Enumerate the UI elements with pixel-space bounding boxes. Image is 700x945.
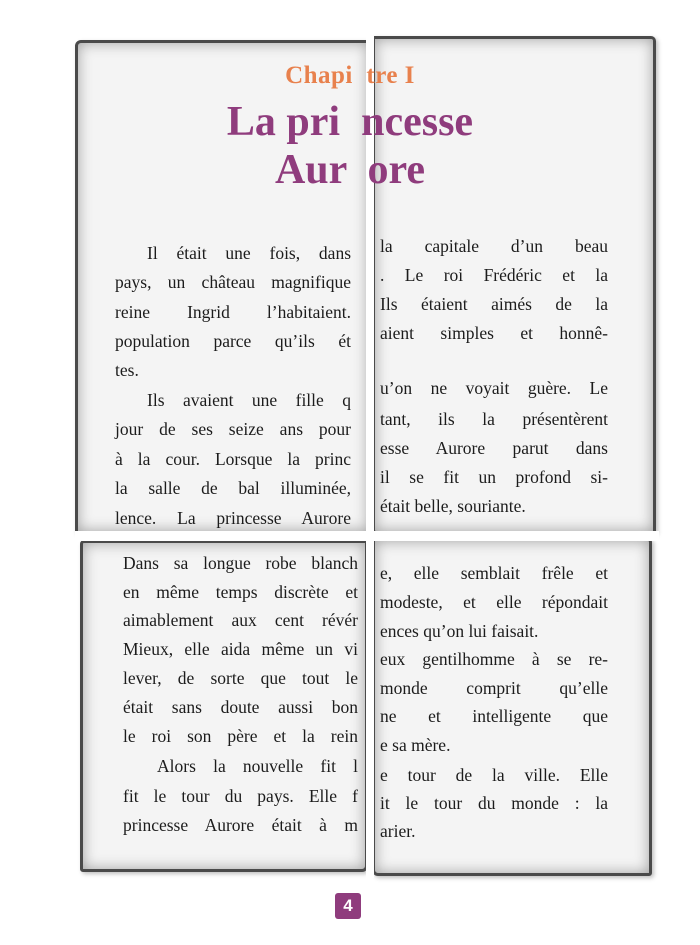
text-line: Dans sa longue robe blanch (123, 553, 358, 573)
text-line: Ils étaient aimés de la (380, 294, 608, 314)
text-line: eux gentilhomme à se re- (380, 649, 608, 669)
text-line: esse Aurore parut dans (380, 438, 608, 458)
text-line: tant, ils la présentèrent (380, 409, 608, 429)
text-line: princesse Aurore était à m (123, 815, 358, 835)
text-line: le roi son père et la rein (123, 726, 358, 746)
text-line: en même temps discrète et (123, 582, 358, 602)
text-line: it le tour du monde : la (380, 793, 608, 813)
text-line: était belle, souriante. (380, 496, 526, 516)
text-line: aient simples et honnê- (380, 323, 608, 343)
text-line: lence. La princesse Aurore (115, 508, 351, 528)
text-line: la salle de bal illuminée, (115, 478, 351, 498)
page-number-badge: 4 (335, 893, 361, 919)
text-line: tes. (115, 360, 139, 380)
text-line: la capitale d’un beau (380, 236, 608, 256)
text-line: Alors la nouvelle fit l (157, 756, 358, 776)
text-line: aimablement aux cent révér (123, 610, 358, 630)
text-line: ne et intelligente que (380, 706, 608, 726)
text-line: lever, de sorte que tout le (123, 668, 358, 688)
text-line: . Le roi Frédéric et la (380, 265, 608, 285)
text-line: modeste, et elle répondait (380, 592, 608, 612)
text-line: Mieux, elle aida même un vi (123, 639, 358, 659)
text-line: u’on ne voyait guère. Le (380, 378, 608, 398)
text-line: e tour de la ville. Elle (380, 765, 608, 785)
text-line: Ils avaient une fille q (147, 390, 351, 410)
chapter-title-line-2: Aur ore (274, 147, 426, 193)
text-line: e sa mère. (380, 735, 451, 755)
text-line: pays, un château magnifique (115, 272, 351, 292)
text-line: monde comprit qu’elle (380, 678, 608, 698)
text-line: il se fit un profond si- (380, 467, 608, 487)
chapter-title-line-1: La pri ncesse (226, 99, 474, 145)
text-line: Il était une fois, dans (147, 243, 351, 263)
text-line: fit le tour du pays. Elle f (123, 786, 358, 806)
text-line: population parce qu’ils ét (115, 331, 351, 351)
horizontal-tear (75, 531, 659, 541)
text-line: ences qu’on lui faisait. (380, 621, 539, 641)
text-line: reine Ingrid l’habitaient. (115, 302, 351, 322)
text-line: e, elle semblait frêle et (380, 563, 608, 583)
chapter-label: Chapi tre I (285, 62, 415, 89)
text-line: à la cour. Lorsque la princ (115, 449, 351, 469)
text-line: était sans doute aussi bon (123, 697, 358, 717)
text-line: jour de ses seize ans pour (115, 419, 351, 439)
text-line: arier. (380, 821, 416, 841)
